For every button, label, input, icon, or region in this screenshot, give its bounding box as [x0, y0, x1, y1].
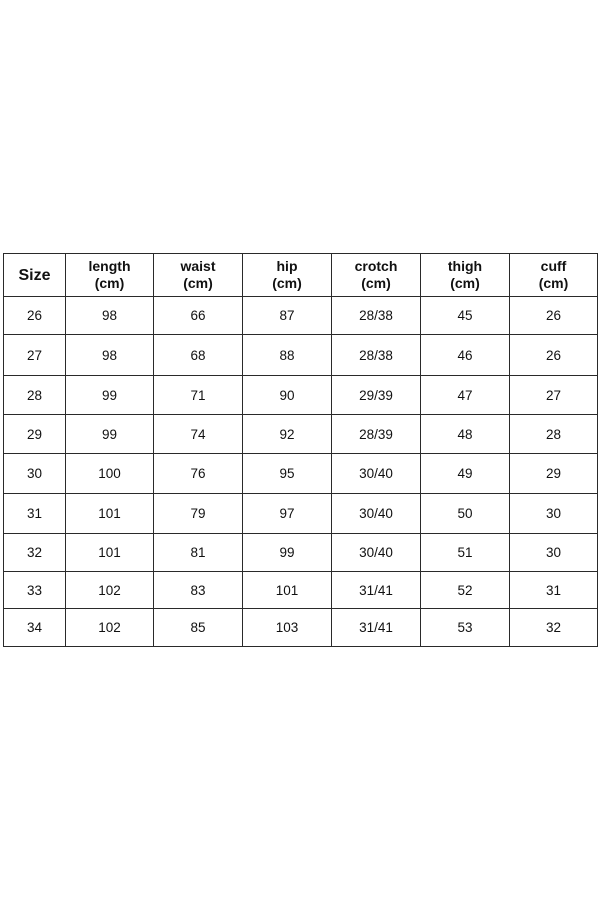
cell-hip: 99: [243, 534, 332, 572]
table-row: [4, 454, 598, 494]
cell-hip: 95: [243, 454, 332, 494]
cell-hip: 101: [243, 572, 332, 609]
cell-waist: 83: [154, 572, 243, 609]
cell-thigh: 46: [421, 335, 510, 376]
cell-thigh: 49: [421, 454, 510, 494]
cell-crotch: 28/38: [332, 297, 421, 335]
cell-length: 102: [66, 572, 154, 609]
cell-crotch: 28/39: [332, 415, 421, 454]
cell-cuff: 27: [510, 376, 598, 415]
cell-crotch: 30/40: [332, 494, 421, 534]
cell-crotch: 31/41: [332, 572, 421, 609]
cell-size: 33: [4, 572, 66, 609]
cell-waist: 68: [154, 335, 243, 376]
cell-size: 31: [4, 494, 66, 534]
cell-hip: 87: [243, 297, 332, 335]
cell-waist: 66: [154, 297, 243, 335]
cell-length: 102: [66, 609, 154, 647]
header-cuff: cuff (cm): [510, 254, 598, 297]
header-thigh: thigh (cm): [421, 254, 510, 297]
cell-crotch: 30/40: [332, 534, 421, 572]
cell-crotch: 28/38: [332, 335, 421, 376]
cell-size: 32: [4, 534, 66, 572]
table-row: [4, 415, 598, 454]
cell-thigh: 45: [421, 297, 510, 335]
cell-cuff: 32: [510, 609, 598, 647]
cell-cuff: 31: [510, 572, 598, 609]
table-row: [4, 297, 598, 335]
cell-length: 100: [66, 454, 154, 494]
cell-hip: 90: [243, 376, 332, 415]
cell-hip: 92: [243, 415, 332, 454]
cell-size: 30: [4, 454, 66, 494]
size-chart-table: [3, 253, 598, 647]
table-row: [4, 335, 598, 376]
cell-thigh: 50: [421, 494, 510, 534]
cell-hip: 103: [243, 609, 332, 647]
cell-cuff: 28: [510, 415, 598, 454]
cell-length: 99: [66, 376, 154, 415]
cell-waist: 85: [154, 609, 243, 647]
cell-size: 27: [4, 335, 66, 376]
cell-thigh: 47: [421, 376, 510, 415]
cell-length: 98: [66, 335, 154, 376]
cell-cuff: 29: [510, 454, 598, 494]
header-row: [4, 254, 598, 297]
header-hip: hip (cm): [243, 254, 332, 297]
cell-thigh: 51: [421, 534, 510, 572]
table-row: [4, 572, 598, 609]
cell-thigh: 48: [421, 415, 510, 454]
cell-hip: 97: [243, 494, 332, 534]
cell-crotch: 31/41: [332, 609, 421, 647]
cell-crotch: 29/39: [332, 376, 421, 415]
cell-thigh: 53: [421, 609, 510, 647]
header-crotch: crotch (cm): [332, 254, 421, 297]
cell-length: 98: [66, 297, 154, 335]
cell-length: 101: [66, 534, 154, 572]
cell-cuff: 30: [510, 494, 598, 534]
table-row: [4, 534, 598, 572]
table-row: [4, 494, 598, 534]
cell-waist: 71: [154, 376, 243, 415]
cell-cuff: 30: [510, 534, 598, 572]
header-length: length (cm): [66, 254, 154, 297]
cell-waist: 76: [154, 454, 243, 494]
cell-thigh: 52: [421, 572, 510, 609]
cell-length: 99: [66, 415, 154, 454]
cell-waist: 74: [154, 415, 243, 454]
table-row: [4, 376, 598, 415]
header-size: Size: [4, 254, 66, 297]
cell-hip: 88: [243, 335, 332, 376]
cell-size: 29: [4, 415, 66, 454]
cell-length: 101: [66, 494, 154, 534]
header-waist: waist (cm): [154, 254, 243, 297]
table-row: [4, 609, 598, 647]
cell-cuff: 26: [510, 335, 598, 376]
cell-waist: 79: [154, 494, 243, 534]
cell-size: 34: [4, 609, 66, 647]
cell-size: 26: [4, 297, 66, 335]
cell-crotch: 30/40: [332, 454, 421, 494]
cell-size: 28: [4, 376, 66, 415]
cell-waist: 81: [154, 534, 243, 572]
cell-cuff: 26: [510, 297, 598, 335]
